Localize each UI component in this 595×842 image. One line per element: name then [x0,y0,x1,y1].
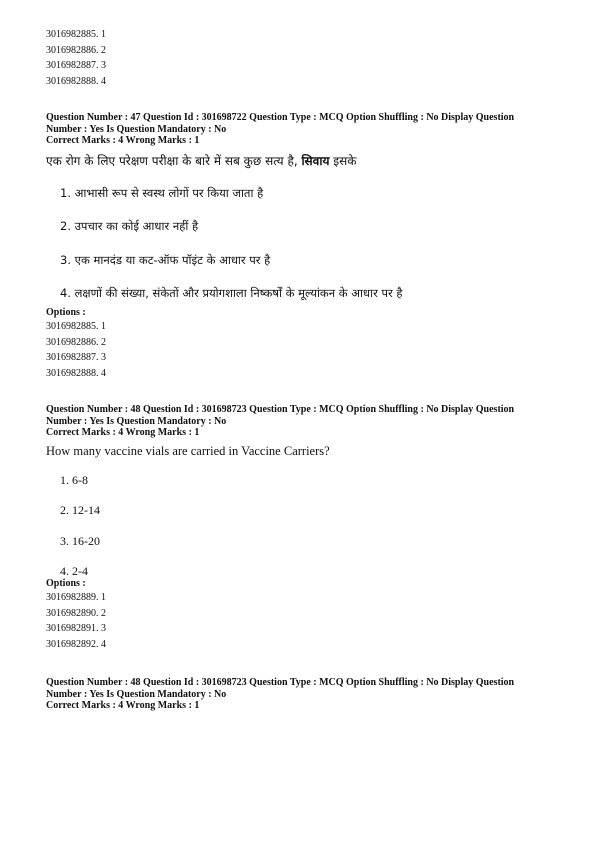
previous-options-list [46,27,556,89]
option-id-line: 3016982886. 2 [46,44,106,56]
meta-line: Number : Yes Is Question Mandatory : No [46,688,227,700]
meta-line: Correct Marks : 4 Wrong Marks : 1 [46,427,200,438]
meta-line: Number : Yes Is Question Mandatory : No [46,123,227,135]
meta-line: Question Number : 48 Question Id : 301698723 Question Type : MCQ Option Shuffling : No Display Question [46,404,515,415]
question-47-options [46,307,556,381]
question-48-choice-4: 4. 2-4 [60,564,88,578]
option-id-line: 3016982885. 1 [46,321,106,332]
question-48-options [46,578,556,652]
question-48-text: How many vaccine vials are carried in Vaccine Carriers? [46,444,330,458]
option-id-line: 3016982887. 3 [46,352,106,363]
meta-line: Question Number : 47 Question Id : 301698722 Question Type : MCQ Option Shuffling : No Display Question [46,112,515,123]
question-47-text [46,153,556,169]
meta-line: Correct Marks : 4 Wrong Marks : 1 [46,700,200,711]
option-id-line: 3016982891. 3 [46,623,106,634]
question-48-choice-3: 3. 16-20 [60,534,100,548]
option-id-line: 3016982892. 4 [46,638,106,650]
question-48-choice-2: 2. 12-14 [60,503,100,517]
options-label: Options : [46,307,86,318]
option-id-line: 3016982888. 4 [46,367,106,379]
option-id-line: 3016982887. 3 [46,60,106,71]
question-47-meta [46,112,556,147]
question-48-choice-1: 1. 6-8 [60,473,88,487]
option-id-line: 3016982885. 1 [46,29,106,40]
meta-line: Question Number : 48 Question Id : 301698723 Question Type : MCQ Option Shuffling : No Display Question [46,677,515,688]
question-48-meta [46,404,556,439]
option-id-line: 3016982888. 4 [46,75,106,87]
meta-line: Correct Marks : 4 Wrong Marks : 1 [46,135,200,146]
question-47-choice-3: 3. एक मानदंड या कट-ऑफ पॉइंट के आधार पर है [60,253,271,267]
option-id-line: 3016982889. 1 [46,592,106,603]
question-48-repeat-meta [46,677,556,712]
question-text-part: एक रोग के लिए परेक्षण परीक्षा के बारे में सब कुछ सत्य है, [46,154,302,168]
question-emphasis: सिवाय [301,154,330,168]
option-id-line: 3016982886. 2 [46,336,106,348]
option-id-line: 3016982890. 2 [46,607,106,619]
options-label: Options : [46,578,86,589]
question-47-choice-4: 4. लक्षणों की संख्या, संकेतों और प्रयोगशाला निष्कर्षों के मूल्यांकन के आधार पर है [60,286,403,300]
meta-line: Number : Yes Is Question Mandatory : No [46,415,227,427]
question-47-choice-2: 2. उपचार का कोई आधार नहीं है [60,219,199,233]
question-47-choice-1: 1. आभासी रूप से स्वस्थ लोगों पर किया जाता है [60,186,264,200]
question-text-part: इसके [329,154,357,168]
